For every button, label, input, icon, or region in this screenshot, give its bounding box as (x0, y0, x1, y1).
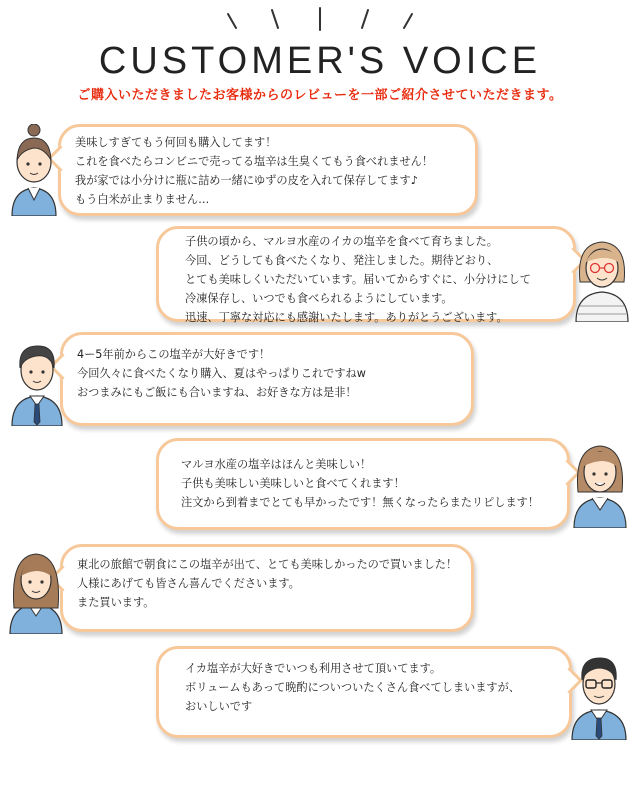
review-line: もう白米が止まりません… (75, 193, 210, 206)
page-title: CUSTOMER'S VOICE (98, 40, 542, 82)
review-line: これを食べたらコンビニで売ってる塩辛は生臭くてもう食べれません！ (75, 155, 434, 168)
review-line: 子供も美味しい美味しいと食べてくれます！ (181, 477, 405, 490)
man-tie-avatar-icon (10, 334, 64, 426)
page-subtitle: ご購入いただきましたお客様からのレビューを一部ご紹介させていただきます。 (77, 88, 563, 103)
woman-long-hair-avatar-icon (8, 542, 64, 634)
review-line: 注文から到着までとても早かったです！無くなったらまたリピします！ (181, 496, 540, 509)
review-line: 子供の頃から、マルヨ水産のイカの塩辛を食べて育ちました。 (185, 235, 498, 248)
speech-bubble (60, 544, 474, 632)
review-line: 人様にあげても皆さん喜んでくださいます。 (77, 577, 300, 590)
speech-bubble (60, 332, 474, 426)
speech-bubble (58, 124, 478, 216)
review-line: 美味しすぎてもう何回も購入してます！ (75, 136, 277, 149)
man-glasses-avatar-icon (568, 646, 630, 740)
review-line: 迅速、丁寧な対応にも感謝いたします。ありがとうございます。 (185, 311, 508, 324)
speech-bubble (156, 226, 576, 322)
review-line: ボリュームもあって晩酌についついたくさん食べてしまいますが、 (185, 681, 520, 694)
review-line: また買います。 (77, 596, 155, 609)
review-line: 東北の旅館で朝食にこの塩辛が出て、とても美味しかったので買いました！ (77, 558, 458, 571)
review-line: イカ塩辛が大好きでいつも利用させて頂いてます。 (185, 662, 442, 675)
woman-glasses-avatar-icon (572, 230, 632, 322)
review-line: マルヨ水産の塩辛はほんと美味しい！ (181, 458, 372, 471)
woman-bob-avatar-icon (570, 434, 630, 528)
speech-bubble (156, 646, 572, 738)
review-line: 今回久々に食べたくなり購入、夏はやっぱりこれですねw (77, 367, 366, 380)
review-line: 今回、どうしても食べたくなり、発注しました。期待どおり、 (185, 254, 499, 267)
review-line: 4ー5年前からこの塩辛が大好きです！ (77, 348, 271, 361)
review-line: とても美味しくいただいています。届いてからすぐに、小分けにして (185, 273, 531, 286)
review-line: 冷凍保存し、いつでも食べられるようにしています。 (185, 292, 453, 305)
review-line: 我が家では小分けに瓶に詰め一緒にゆずの皮を入れて保存してます♪ (75, 174, 418, 187)
woman-bun-avatar-icon (8, 124, 60, 216)
review-line: おつまみにもご飯にも合いますね、お好きな方は是非！ (77, 386, 357, 399)
speech-bubble (156, 438, 570, 530)
review-line: おいしいです (185, 700, 253, 713)
